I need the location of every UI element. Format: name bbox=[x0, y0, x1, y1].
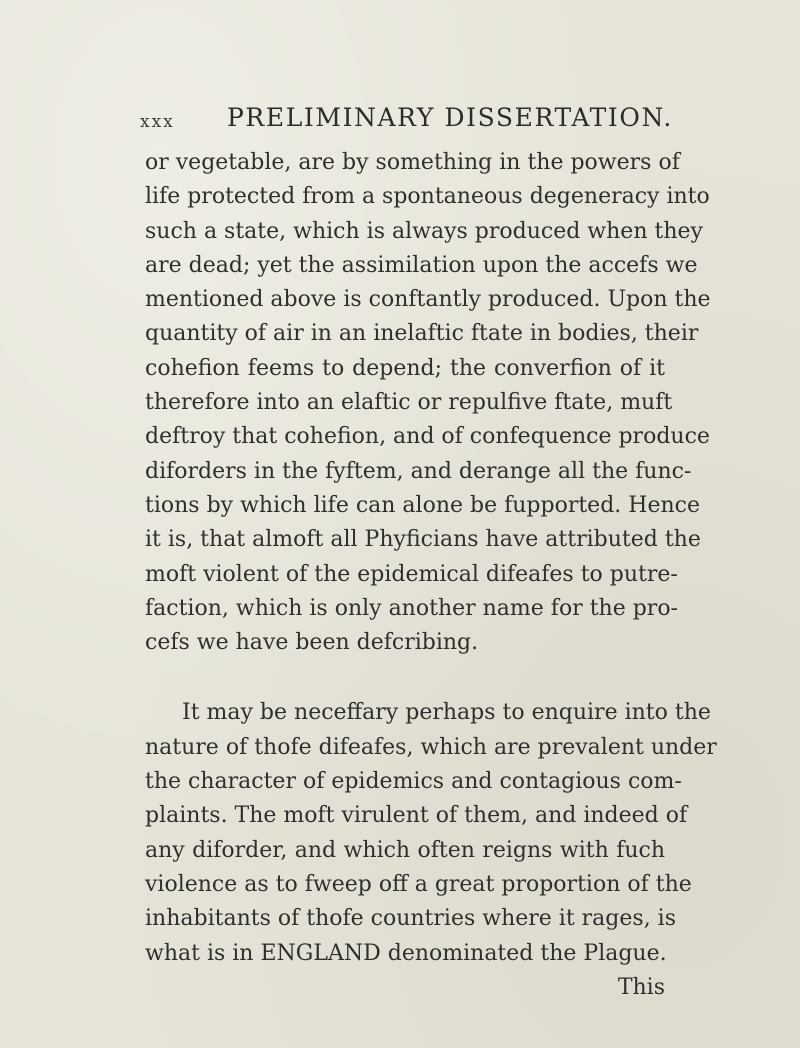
paragraph-gap bbox=[145, 660, 665, 696]
paragraph-2 bbox=[145, 696, 717, 970]
text-line: mentioned above is conftantly produced. Upon the bbox=[145, 287, 711, 313]
text-line: life protected from a spontaneous degeneracy into bbox=[145, 184, 710, 210]
text-line: plaints. The moft virulent of them, and indeed of bbox=[145, 803, 688, 829]
text-line: It may be neceffary perhaps to enquire into the bbox=[182, 700, 711, 726]
text-line: cohefion feems to depend; the converfion of it bbox=[145, 355, 665, 381]
text-line: such a state, which is always produced when they bbox=[145, 218, 703, 244]
text-line: moft violent of the epidemical difeafes to putre- bbox=[145, 561, 678, 587]
text-line: tions by which life can alone be fupported. Hence bbox=[145, 492, 700, 518]
text-line: the character of epidemics and contagious com- bbox=[145, 769, 682, 795]
text-line: any diforder, and which often reigns with fuch bbox=[145, 837, 665, 863]
text-line: it is, that almoft all Phyficians have attributed the bbox=[145, 527, 701, 553]
paragraph-1 bbox=[145, 146, 711, 660]
body-text bbox=[145, 146, 717, 1005]
catchword: This bbox=[617, 974, 665, 1000]
text-line: are dead; yet the assimilation upon the accefs we bbox=[145, 252, 698, 278]
text-line: faction, which is only another name for the pro- bbox=[145, 595, 678, 621]
text-line: or vegetable, are by something in the powers of bbox=[145, 150, 680, 175]
text-line: quantity of air in an inelaftic ftate in bodies, their bbox=[145, 321, 699, 347]
text-line: inhabitants of thofe countries where it rages, is bbox=[145, 906, 677, 932]
text-line: diforders in the fyftem, and derange all the func- bbox=[145, 458, 692, 484]
page-header bbox=[140, 103, 780, 139]
text-line: what is in ENGLAND denominated the Plague. bbox=[145, 940, 667, 966]
text-line: violence as to fweep off a great proportion of the bbox=[145, 871, 692, 897]
page-number: xxx bbox=[140, 112, 175, 132]
running-head: PRELIMINARY DISSERTATION. bbox=[227, 103, 673, 132]
text-line: therefore into an elaftic or repulfive ftate, muft bbox=[145, 390, 673, 416]
text-line: nature of thofe difeafes, which are prevalent under bbox=[145, 734, 717, 760]
text-line: deftroy that cohefion, and of confequence produce bbox=[145, 424, 710, 450]
text-line: cefs we have been defcribing. bbox=[145, 630, 479, 656]
